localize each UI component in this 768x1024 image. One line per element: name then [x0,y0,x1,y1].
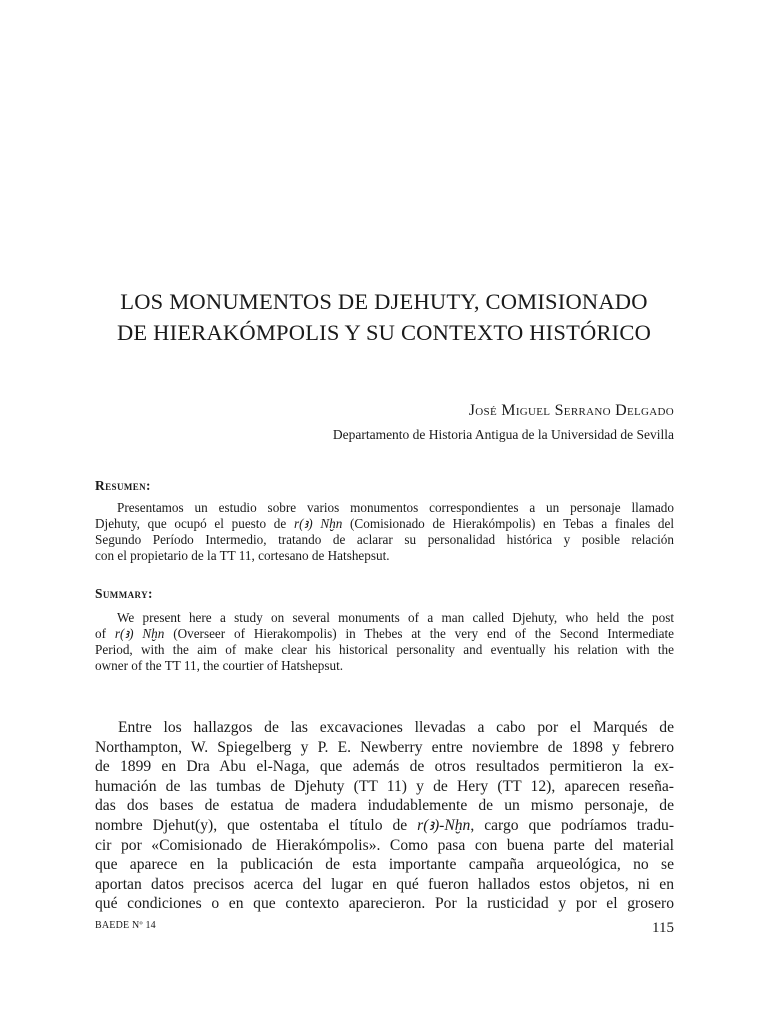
author-name: José Miguel Serrano Delgado [468,402,674,419]
line-text: Presentamos un estudio sobre varios monumentos correspondientes a un personaje llamado [117,500,674,515]
line-text: , cargo que podríamos tradu- [470,816,674,834]
text-line [95,500,674,516]
line-text: (Comisionado de Hierakómpolis) en Tebas a finales del [342,516,674,531]
journal-footer: BAEDE Nº 14 [95,920,156,931]
text-line [95,894,674,914]
line-text: (Overseer of Hierakompolis) in Thebes at the very end of the Second Intermediate [164,626,674,641]
line-text: que aparece en la publicación de esta importante campaña arqueológica, no se [95,856,674,874]
egyptian-title-transliteration: r(ꜣ)-Nḫn [417,816,471,834]
text-line [95,777,674,797]
line-text: das dos bases de estatua de madera indudablemente de un mismo personaje, de [95,797,674,815]
egyptian-title-transliteration: r(ꜣ) Nḫn [293,516,343,531]
text-line [95,658,674,674]
line-text: de 1899 en Dra Abu el-Naga, que además de otros resultados permitieron la ex- [95,758,674,776]
text-line [95,836,674,856]
egyptian-title-transliteration: r(ꜣ) Nḫn [114,626,165,641]
title-line-1: LOS MONUMENTOS DE DJEHUTY, COMISIONADO [120,289,648,314]
text-line [95,532,674,548]
line-text: Segundo Período Intermedio, tratando de aclarar su personalidad histórica y posible relación [95,532,674,547]
line-text: humación de las tumbas de Djehuty (TT 11) y de Hery (TT 12), aparecen reseña- [95,777,674,795]
text-line [95,738,674,758]
text-line [95,610,674,626]
line-text: nombre Djehut(y), que ostentaba el título de [95,816,418,834]
line-text: aportan datos precisos acerca del lugar en qué fueron hallados estos objetos, ni en [95,875,674,893]
resumen-heading: Resumen: [95,478,151,493]
body-paragraph [95,718,674,914]
text-line [95,642,674,658]
text-line [95,757,674,777]
line-text: We present here a study on several monuments of a man called Djehuty, who held the post [117,610,674,625]
resumen-text [95,500,674,564]
text-line [95,718,674,738]
line-text: Period, with the aim of make clear his historical personality and eventually his relation with the [95,642,674,657]
author-affiliation: Departamento de Historia Antigua de la Universidad de Sevilla [332,427,674,442]
line-text: qué condiciones o en que contexto aparecieron. Por la rusticidad y por el grosero [95,895,674,913]
text-line [95,796,674,816]
line-text: owner of the TT 11, the courtier of Hatshepsut. [95,658,344,673]
title-line-2: DE HIERAKÓMPOLIS Y SU CONTEXTO HISTÓRICO [116,320,652,345]
summary-heading: Summary: [95,586,153,601]
article-title [60,286,708,348]
summary-text [95,610,674,674]
page-number: 115 [652,920,674,936]
text-line [95,875,674,895]
text-line [95,516,674,532]
text-line [95,816,674,836]
line-text: Djehuty, que ocupó el puesto de [95,516,294,531]
text-line [95,855,674,875]
text-line [95,548,674,564]
line-text: Entre los hallazgos de las excavaciones llevadas a cabo por el Marqués de [118,719,674,736]
line-text: con el propietario de la TT 11, cortesano de Hatshepsut. [95,548,390,563]
line-text: Northampton, W. Spiegelberg y P. E. Newberry entre noviembre de 1898 y febrero [95,738,674,756]
text-line [95,626,674,642]
line-text: of [95,626,115,641]
line-text: cir por «Comisionado de Hierakómpolis». Como pasa con buena parte del material [95,836,674,854]
